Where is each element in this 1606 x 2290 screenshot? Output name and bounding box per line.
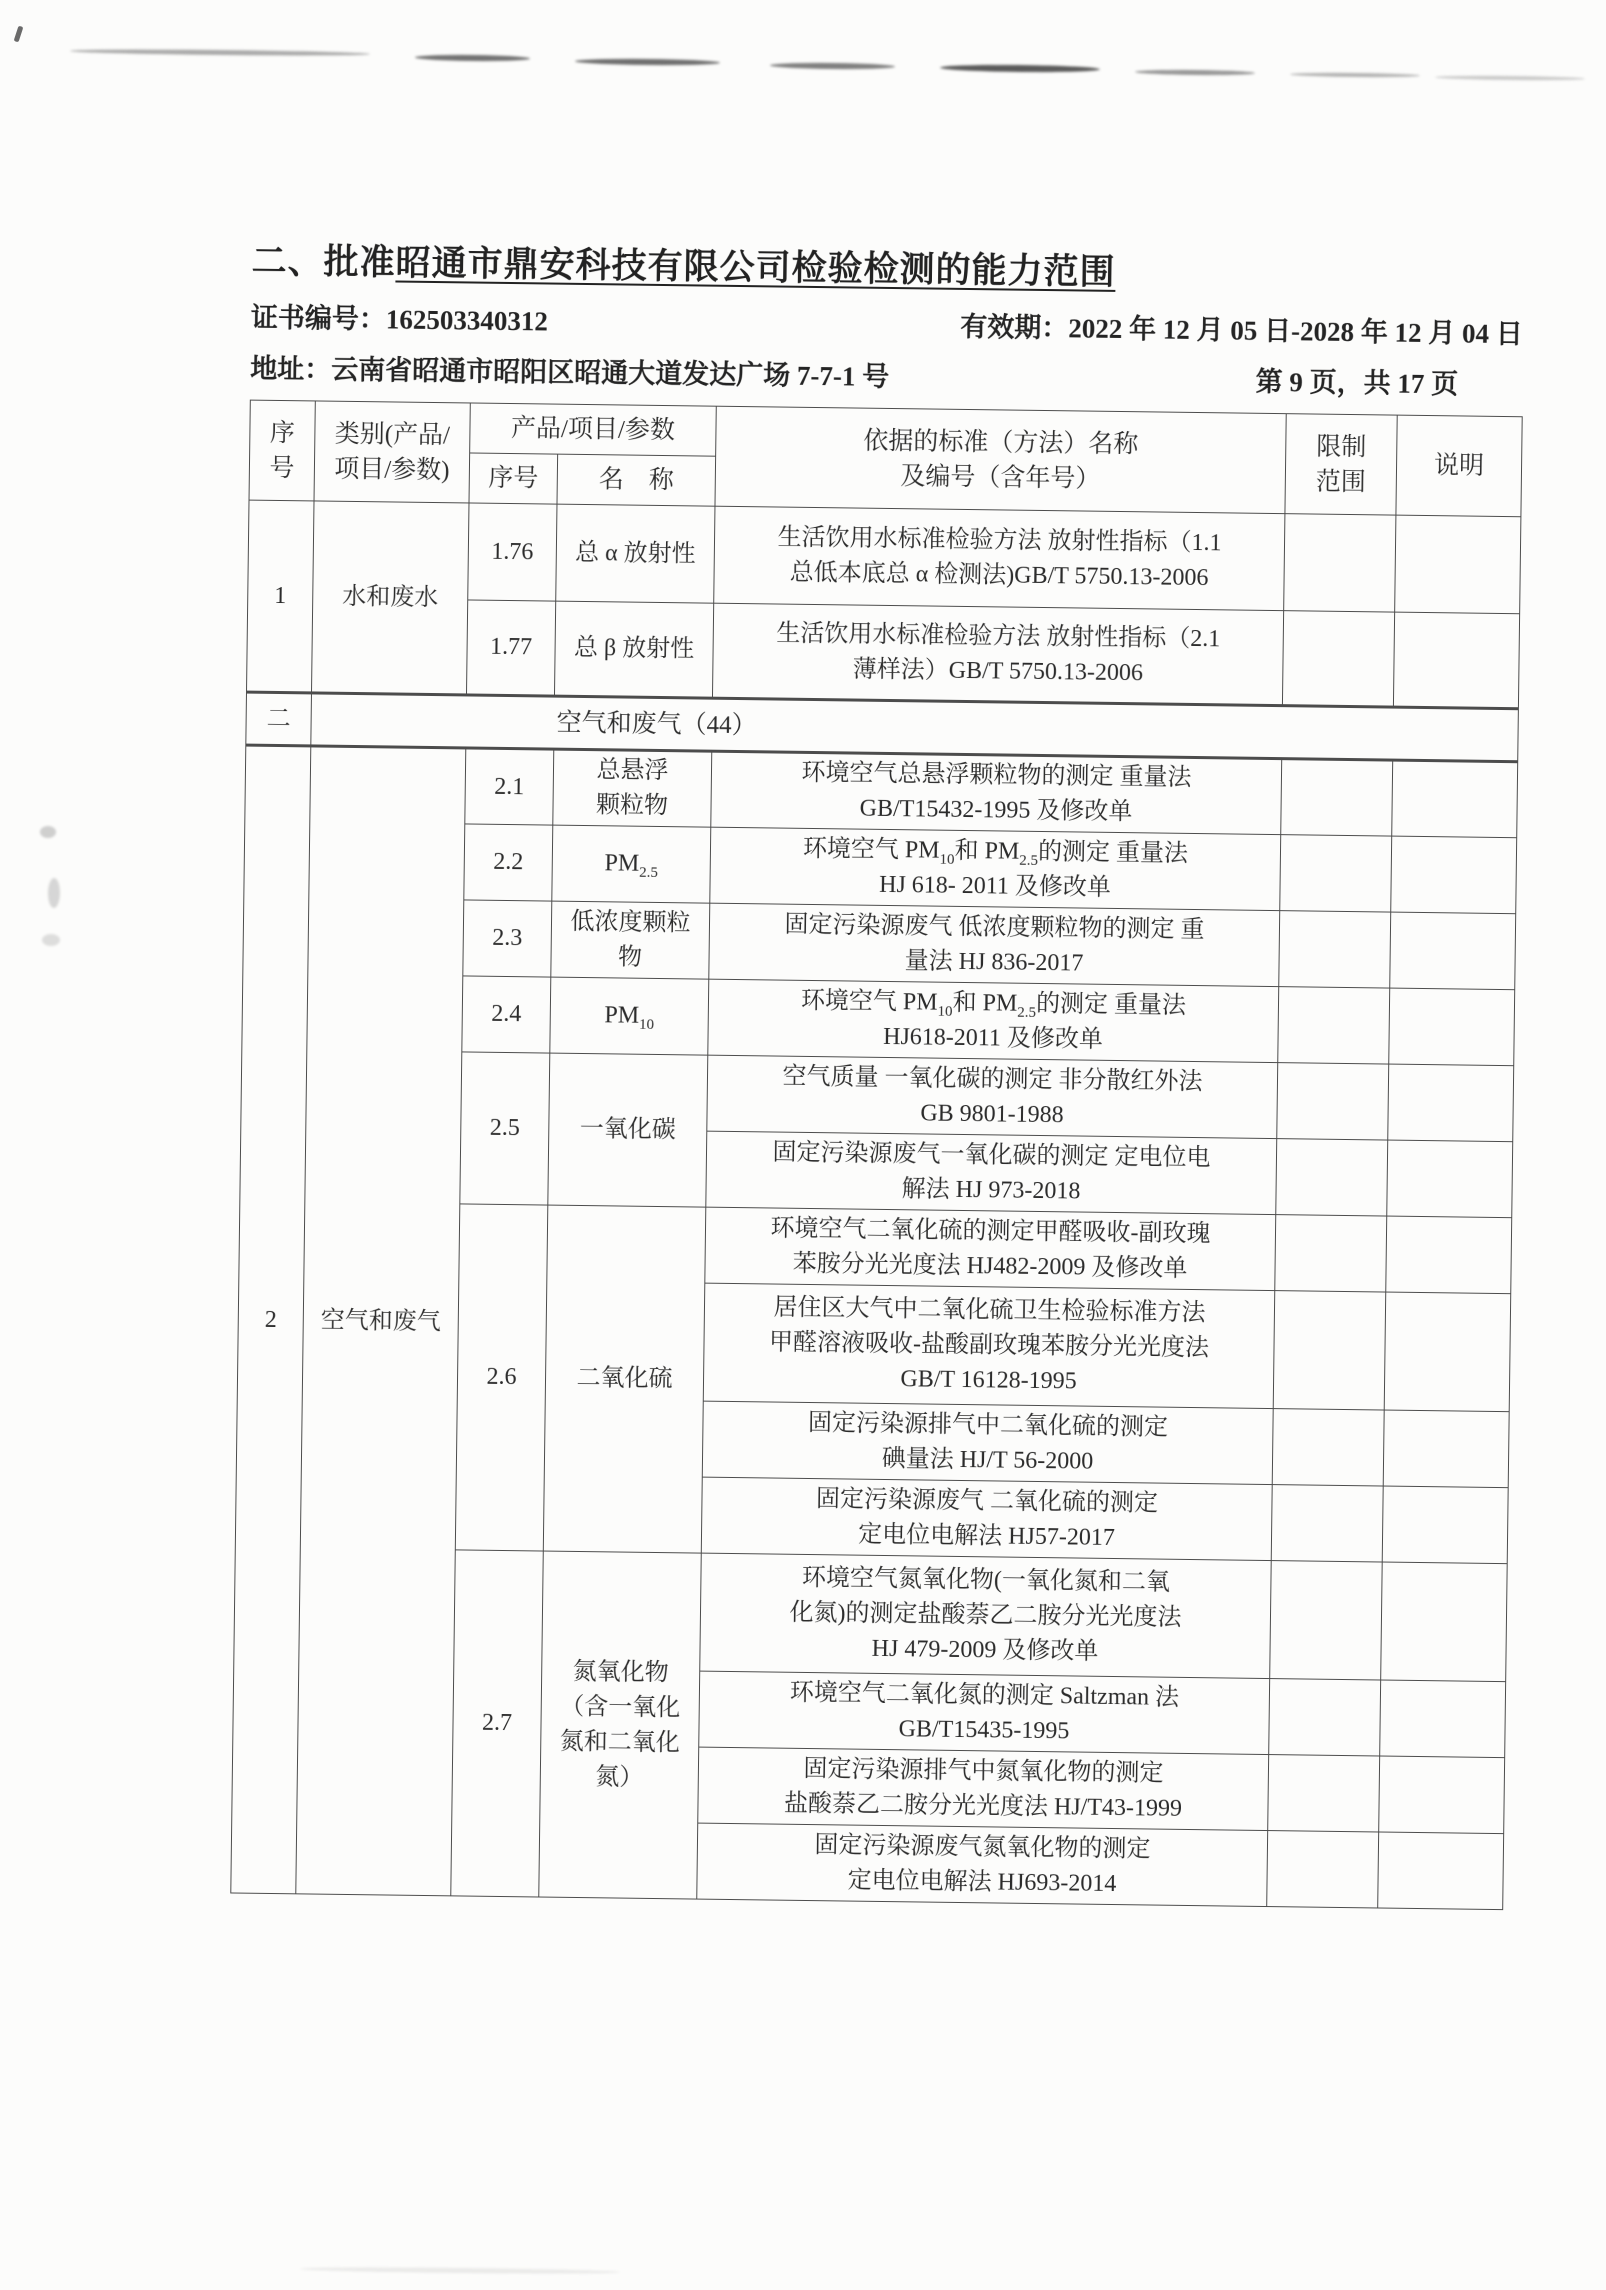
item-name: 氮氧化物 （含一氧化 氮和二氧化 氮） xyxy=(539,1551,702,1899)
margin-smudge xyxy=(40,826,56,838)
standard-cell: 生活饮用水标准检验方法 放射性指标（2.1 薄样法）GB/T 5750.13-2006 xyxy=(712,603,1283,705)
table-row xyxy=(245,745,1518,838)
note-cell xyxy=(1386,1216,1512,1294)
item-name: 总悬浮 颗粒物 xyxy=(553,749,712,827)
limit-cell xyxy=(1278,987,1390,1064)
item-no: 2.7 xyxy=(451,1550,544,1897)
title-prefix: 二、批准 xyxy=(251,241,396,283)
scan-streak xyxy=(415,54,530,61)
limit-cell xyxy=(1281,759,1393,836)
item-name: 二氧化硫 xyxy=(543,1205,706,1553)
note-cell xyxy=(1393,612,1519,709)
standard-cell: 环境空气二氧化硫的测定甲醛吸收-副玫瑰 苯胺分光光度法 HJ482-2009 及修改单 xyxy=(705,1207,1276,1290)
note-cell xyxy=(1390,912,1516,990)
limit-cell xyxy=(1275,1215,1387,1292)
section-seq: 2 xyxy=(231,745,311,1894)
standard-cell: 环境空气 $PM_{10}$和 $PM_{2.5}$的测定 重量法 HJ618-2011 及修改单 xyxy=(708,979,1279,1062)
capability-table xyxy=(230,400,1522,1911)
item-name: 一氧化碳 xyxy=(548,1053,708,1207)
standard-cell: 环境空气二氧化氮的测定 Saltzman 法 GB/T15435-1995 xyxy=(699,1671,1270,1754)
margin-smudge xyxy=(48,878,60,908)
note-cell xyxy=(1392,760,1518,838)
item-no: 2.5 xyxy=(460,1052,550,1205)
limit-cell xyxy=(1284,514,1396,612)
section-category: 空气和废气 xyxy=(296,746,466,1896)
standard-cell: 环境空气总悬浮颗粒物的测定 重量法 GB/T15432-1995 及修改单 xyxy=(711,751,1282,834)
note-cell xyxy=(1380,1680,1506,1758)
section-category: 水和废水 xyxy=(311,501,468,695)
scan-streak xyxy=(70,48,370,56)
limit-cell xyxy=(1276,1139,1388,1216)
item-name: $PM_{2.5}$ xyxy=(552,825,711,903)
title-company-underlined: 昭通市鼎安科技有限公司检验检测的能力范围 xyxy=(395,243,1116,292)
cert-number: 证书编号：162503340312 xyxy=(250,302,549,337)
scan-streak xyxy=(940,64,1100,73)
item-no: 2.3 xyxy=(463,900,552,977)
limit-cell xyxy=(1269,1679,1381,1756)
item-no: 2.2 xyxy=(464,824,553,901)
standard-cell: 空气质量 一氧化碳的测定 非分散红外法 GB 9801-1988 xyxy=(707,1055,1278,1138)
item-no: 1.76 xyxy=(468,503,557,601)
note-cell xyxy=(1379,1756,1505,1834)
note-cell xyxy=(1381,1562,1508,1682)
note-cell xyxy=(1378,1832,1504,1910)
meta-row-2 xyxy=(250,347,1522,403)
limit-cell xyxy=(1271,1485,1383,1562)
item-name: 总 β 放射性 xyxy=(554,601,713,698)
standard-cell: 环境空气 $PM_{10}$和 $PM_{2.5}$的测定 重量法 HJ 618- 2011 及修改单 xyxy=(710,827,1281,910)
limit-cell xyxy=(1282,611,1394,707)
document-content xyxy=(230,234,1542,1911)
limit-cell xyxy=(1277,1063,1389,1140)
table-row xyxy=(248,500,1521,614)
scan-streak xyxy=(770,62,895,69)
validity: 有效期：2022 年 12 月 05 日-2028 年 12 月 04 日 xyxy=(960,311,1523,350)
limit-cell xyxy=(1267,1831,1379,1908)
standard-cell: 固定污染源废气 二氧化硫的测定 定电位电解法 HJ57-2017 xyxy=(701,1477,1272,1560)
standard-cell: 生活饮用水标准检验方法 放射性指标（1.1 总低本底总 α 检测法)GB/T 5750.13-2006 xyxy=(714,506,1285,610)
meta-row-1 xyxy=(251,296,1523,352)
note-cell xyxy=(1383,1410,1509,1488)
scan-streak xyxy=(1290,72,1420,77)
item-no: 2.6 xyxy=(455,1204,548,1551)
col-header-category: 类别(产品/ 项目/参数) xyxy=(314,401,470,503)
note-cell xyxy=(1389,988,1515,1066)
col-header-standard: 依据的标准（方法）名称 及编号（含年号） xyxy=(715,406,1286,513)
scan-streak xyxy=(575,58,720,66)
item-no: 2.1 xyxy=(465,748,554,825)
col-header-note: 说明 xyxy=(1396,415,1522,517)
section-seq: 1 xyxy=(247,500,315,693)
col-header-sub-seq: 序号 xyxy=(469,453,558,504)
address: 地址：云南省昭通市昭阳区昭通大道发达广场 7-7-1 号 xyxy=(250,353,890,392)
page-title xyxy=(251,234,1542,301)
scan-streak xyxy=(1135,69,1255,75)
divider-label: 空气和废气（44） xyxy=(311,693,1519,762)
scan-speck xyxy=(14,26,24,43)
item-name: 总 α 放射性 xyxy=(556,504,715,603)
item-name: 低浓度颗粒 物 xyxy=(551,901,710,979)
col-header-limit: 限制 范围 xyxy=(1285,414,1397,515)
note-cell xyxy=(1391,836,1517,914)
standard-cell: 固定污染源废气一氧化碳的测定 定电位电 解法 HJ 973-2018 xyxy=(706,1131,1277,1214)
standard-cell: 固定污染源排气中二氧化硫的测定 碘量法 HJ/T 56-2000 xyxy=(702,1401,1273,1484)
standard-cell: 固定污染源排气中氮氧化物的测定 盐酸萘乙二胺分光光度法 HJ/T43-1999 xyxy=(698,1747,1269,1830)
note-cell xyxy=(1387,1140,1513,1218)
note-cell xyxy=(1382,1486,1508,1564)
note-cell xyxy=(1384,1292,1511,1412)
limit-cell xyxy=(1272,1409,1384,1486)
scan-streak xyxy=(1435,75,1585,81)
limit-cell xyxy=(1280,835,1392,912)
col-header-product-group: 产品/项目/参数 xyxy=(470,403,717,456)
divider-seq: 二 xyxy=(246,692,312,746)
bottom-streak xyxy=(300,2266,620,2274)
col-header-seq: 序 号 xyxy=(249,400,315,501)
standard-cell: 固定污染源废气 低浓度颗粒物的测定 重 量法 HJ 836-2017 xyxy=(709,903,1280,986)
limit-cell xyxy=(1279,911,1391,988)
page-number: 第 9 页，共 17 页 xyxy=(1255,366,1459,400)
col-header-sub-name: 名 称 xyxy=(557,454,716,506)
limit-cell xyxy=(1273,1291,1386,1410)
margin-smudge xyxy=(42,934,60,946)
item-name: $PM_{10}$ xyxy=(550,977,709,1055)
limit-cell xyxy=(1270,1561,1383,1680)
note-cell xyxy=(1388,1064,1514,1142)
limit-cell xyxy=(1268,1755,1380,1832)
item-no: 2.4 xyxy=(462,976,551,1053)
standard-cell: 固定污染源废气氮氧化物的测定 定电位电解法 HJ693-2014 xyxy=(697,1823,1268,1906)
standard-cell: 环境空气氮氧化物(一氧化氮和二氧 化氮)的测定盐酸萘乙二胺分光光度法 HJ 479-2009 及修改单 xyxy=(700,1553,1271,1678)
note-cell xyxy=(1395,515,1521,614)
standard-cell: 居住区大气中二氧化硫卫生检验标准方法 甲醛溶液吸收-盐酸副玫瑰苯胺分光光度法 GB/T 16128-1995 xyxy=(703,1283,1274,1408)
item-no: 1.77 xyxy=(466,600,555,696)
